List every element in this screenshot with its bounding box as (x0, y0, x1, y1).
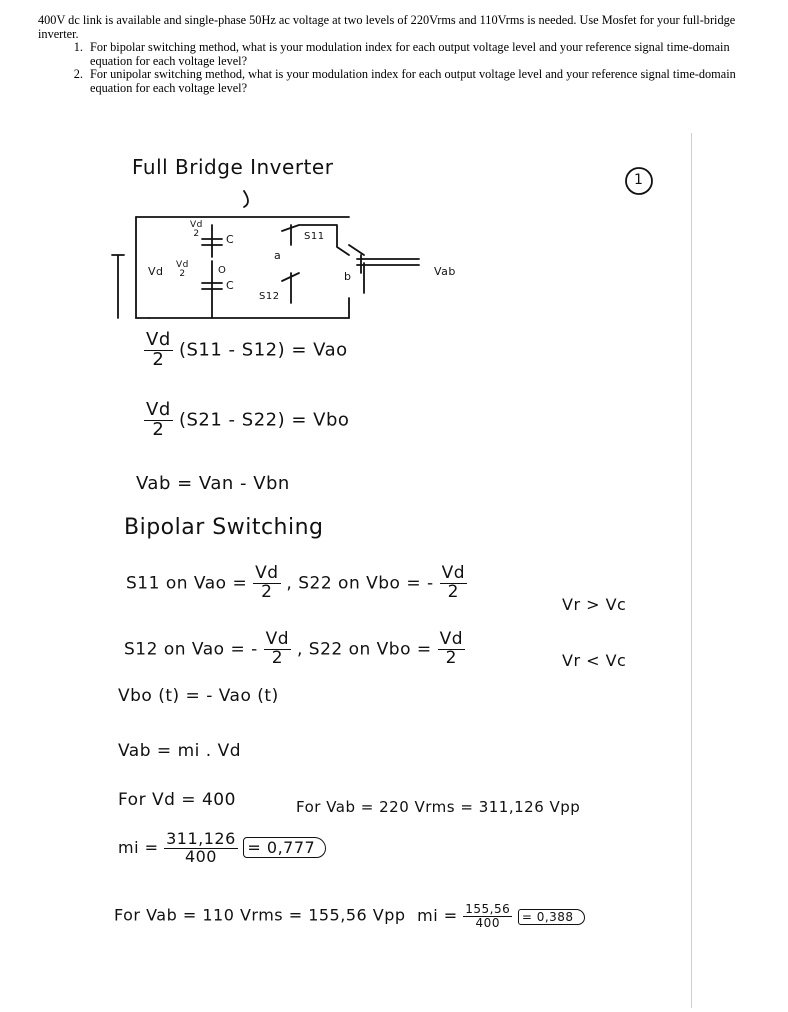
equation-vao: $\frac{Vd}{2}$ (S11 - S12) = Vao (146, 329, 348, 370)
mi-result-110: For Vab = 110 Vrms = 155,56 Vpp mi = $\frac{155,56}{400}$ = 0,388 (114, 903, 585, 929)
switching-line-s12: S12 on Vao = - $\frac{Vd}{2}$ , S22 on Vbo = $\frac{Vd}{2}$ (124, 629, 463, 668)
equation-vbo-time: Vbo (t) = - Vao (t) (118, 686, 279, 706)
circuit-label-a: a (274, 249, 282, 262)
fraction-vd-2: $\frac{Vd}{2}$ (439, 629, 463, 668)
bipolar-heading: Bipolar Switching (124, 515, 324, 540)
circuit-label-c-bottom: C (226, 279, 235, 292)
given-vd: For Vd = 400 (118, 790, 236, 810)
fraction-vd-2: $\frac{Vd}{2}$ (255, 563, 279, 602)
title-flourish (244, 191, 248, 207)
condition-vr-less-vc: Vr < Vc (562, 651, 627, 670)
problem-intro: 400V dc link is available and single-phase 50Hz ac voltage at two levels of 220Vrms and 110Vrms is needed. Use Mosfet for your full-bridge inverter. (38, 13, 736, 41)
circuit-label-s12: S12 (259, 291, 280, 302)
circuit-label-vd: Vd (148, 265, 164, 278)
circuit-label-s11: S11 (304, 231, 325, 242)
page-number: 1 (634, 172, 644, 188)
circuit-label-vd-half-top: Vd 2 (190, 220, 203, 239)
problem-statement (38, 14, 773, 96)
fraction-vd-2: $\frac{Vd}{2}$ (146, 329, 171, 370)
equation-vab: Vab = Van - Vbn (136, 473, 290, 494)
problem-item-2: 2. For unipolar switching method, what is your modulation index for each output voltage level and your reference signal time-domain equation for each voltage level? (86, 68, 773, 95)
mi-result-220: mi = $\frac{311,126}{400}$ = 0,777 (118, 831, 326, 866)
circuit-source (112, 255, 124, 318)
circuit-label-c-top: C (226, 233, 235, 246)
given-vab-220: For Vab = 220 Vrms = 311,126 Vpp (296, 798, 581, 816)
circuit-label-b: b (344, 270, 352, 283)
notes-title: Full Bridge Inverter (132, 155, 334, 179)
circuit-label-o: O (218, 265, 227, 276)
equation-vbo: $\frac{Vd}{2}$ (S21 - S22) = Vbo (146, 399, 350, 440)
circuit-output-lines (357, 255, 419, 273)
fraction-vd-2: $\frac{Vd}{2}$ (441, 563, 465, 602)
fraction-vd-2: $\frac{Vd}{2}$ (146, 399, 171, 440)
boxed-answer-0777: = 0,777 (243, 837, 326, 858)
circuit-bottom-rail (149, 298, 349, 318)
circuit-label-vab: Vab (434, 265, 456, 278)
fraction-vd-2: $\frac{Vd}{2}$ (265, 629, 290, 668)
fraction-mi-220: $\frac{311,126}{400}$ (166, 829, 236, 866)
circuit-switch-s12 (282, 273, 299, 303)
circuit-capacitor-top (202, 225, 222, 257)
handwritten-solution (74, 133, 692, 1008)
problem-items (38, 41, 773, 95)
boxed-answer-0388: = 0,388 (518, 909, 585, 925)
problem-item-1: 1. For bipolar switching method, what is your modulation index for each output voltage level and your reference signal time-domain equation for each voltage level? (86, 41, 773, 68)
equation-modulation: Vab = mi . Vd (118, 741, 241, 761)
circuit-label-vd-half-bottom: Vd 2 (176, 260, 189, 279)
fraction-mi-110: $\frac{155,56}{400}$ (465, 902, 511, 930)
condition-vr-greater-vc: Vr > Vc (562, 595, 627, 614)
switching-line-s11: S11 on Vao = $\frac{Vd}{2}$ , S22 on Vbo = - $\frac{Vd}{2}$ (126, 563, 465, 602)
